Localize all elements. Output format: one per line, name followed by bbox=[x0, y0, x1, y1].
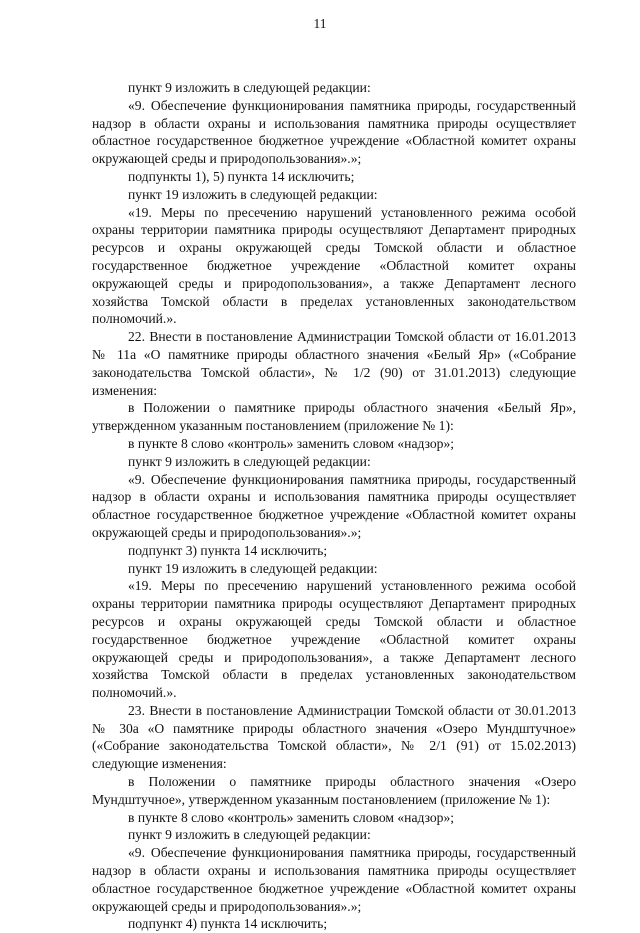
paragraph: пункт 9 изложить в следующей редакции: bbox=[128, 80, 371, 95]
paragraph: в пункте 8 слово «контроль» заменить словом «надзор»; bbox=[128, 809, 455, 825]
paragraph: «19. Меры по пресечению нарушений установленного режима особой охраны территории памятника природы осуществляют Департамент природных ресурсов и охраны окружающей среды Томской области и областное государственное бюджетное учреждение «Областной комитет охраны окружающей среды и природопользования», а также Департамент лесного хозяйства Томской области в пределах установленных законодательством полномочий.». bbox=[92, 204, 576, 327]
paragraph: подпункт 4) пункта 14 исключить; bbox=[128, 916, 328, 932]
paragraph: 22. Внести в постановление Администрации Томской области от 16.01.2013 № 11а «О памятнике природы областного значения «Белый Яр» («Собрание законодательства Томской области», № 1/2 (90) от 31.01.2013) следующие изменения: bbox=[92, 329, 576, 398]
paragraph: «9. Обеспечение функционирования памятника природы, государственный надзор в области охраны и использования памятника природы осуществляет областное государственное бюджетное учреждение «Областной комитет охраны окружающей среды и природопользования».»; bbox=[92, 845, 576, 914]
paragraph: в Положении о памятнике природы областного значения «Озеро Мундштучное», утвержденном указанным постановлением (приложение № 1): bbox=[92, 774, 576, 807]
paragraph: в пункте 8 слово «контроль» заменить словом «надзор»; bbox=[128, 435, 455, 451]
page-number: 11 bbox=[313, 16, 327, 31]
paragraph: пункт 19 изложить в следующей редакции: bbox=[128, 560, 378, 576]
paragraph: подпункт 3) пункта 14 исключить; bbox=[128, 542, 328, 558]
paragraph: «9. Обеспечение функционирования памятника природы, государственный надзор в области охраны и использования памятника природы осуществляет областное государственное бюджетное учреждение «Областной комитет охраны окружающей среды и природопользования».»; bbox=[92, 97, 576, 167]
paragraph: 23. Внести в постановление Администрации Томской области от 30.01.2013 № 30а «О памятнике природы областного значения «Озеро Мундштучное» («Собрание законодательства Томской области», № 2/1 (91) от 15.02.2013) следующие изменения: bbox=[92, 702, 576, 772]
paragraph: пункт 9 изложить в следующей редакции: bbox=[128, 453, 371, 469]
paragraph: «19. Меры по пресечению нарушений установленного режима особой охраны территории памятника природы осуществляют Департамент природных ресурсов и охраны окружающей среды Томской области и областное государственное бюджетное учреждение «Областной комитет охраны окружающей среды и природопользования», а также Департамент лесного хозяйства Томской области в пределах установленных законодательством полномочий.». bbox=[92, 578, 576, 701]
paragraph: «9. Обеспечение функционирования памятника природы, государственный надзор в области охраны и использования памятника природы осуществляет областное государственное бюджетное учреждение «Областной комитет охраны окружающей среды и природопользования».»; bbox=[92, 471, 576, 540]
paragraph: подпункты 1), 5) пункта 14 исключить; bbox=[128, 168, 355, 184]
paragraph: пункт 9 изложить в следующей редакции: bbox=[128, 827, 371, 843]
paragraph: пункт 19 изложить в следующей редакции: bbox=[128, 186, 378, 202]
document-body bbox=[92, 79, 576, 933]
paragraph: в Положении о памятнике природы областного значения «Белый Яр», утвержденном указанным постановлением (приложение № 1): bbox=[92, 400, 576, 434]
